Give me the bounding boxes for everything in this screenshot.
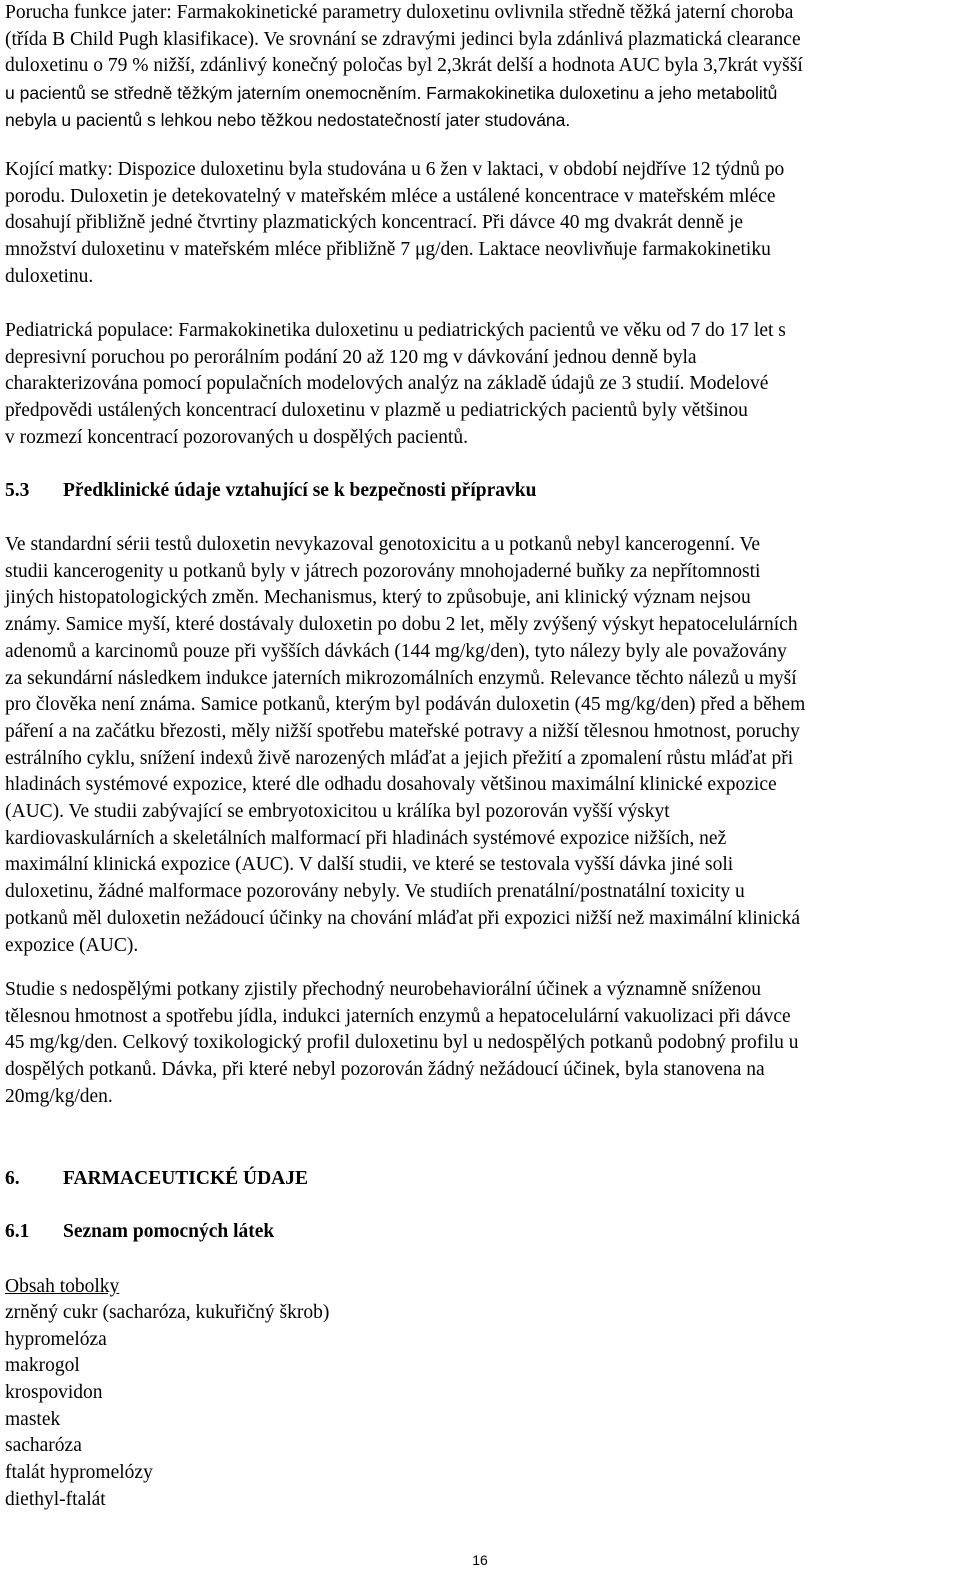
text-line: potkanů měl duloxetin nežádoucí účinky na chování mláďat při expozici nižší než maximální klinická (5, 907, 801, 929)
list-item: diethyl-ftalát (5, 1488, 106, 1510)
section-title: Seznam pomocných látek (63, 1221, 275, 1242)
text-line: dospělých potkanů. Dávka, při které nebyl pozorován žádný nežádoucí účinek, byla stanovena na (5, 1059, 765, 1081)
text-line: Kojící matky: Dispozice duloxetinu byla studována u 6 žen v laktaci, v období nejdříve 12 týdnů po (5, 159, 785, 180)
text-line: (AUC). Ve studii zabývající se embryotoxicitou u králíka byl pozorován vyšší výskyt (5, 801, 670, 823)
text-line: za sekundární následkem indukce jaterních mikrozomálních enzymů. Relevance těchto nálezů u myší (5, 667, 797, 689)
section-6-heading (5, 1166, 308, 1193)
list-item: mastek (5, 1408, 61, 1430)
text-line: Ve standardní sérii testů duloxetin nevykazoval genotoxicitu a u potkanů nebyl kancerogenní. Ve (5, 534, 761, 555)
text-line: kardiovaskulárních a skeletálních malformací při hladinách systémové expozice nižších, než (5, 827, 727, 849)
text-line: jiných histopatologických změn. Mechanismus, který to způsobuje, ani klinický význam nejsou (5, 587, 751, 609)
list-item: hypromelóza (5, 1328, 107, 1350)
list-item: zrněný cukr (sacharóza, kukuřičný škrob) (5, 1302, 330, 1323)
text-line: porodu. Duloxetin je detekovatelný v mateřském mléce a ustálené koncentrace v mateřském mléce (5, 185, 776, 207)
text-line: duloxetinu, žádné malformace pozorovány nebyly. Ve studiích prenatální/postnatální toxicity u (5, 881, 745, 903)
nursing-mothers-paragraph (5, 157, 953, 291)
text-line: hladinách systémové expozice, které dle odhadu dosahovaly většinou maximální klinické expozice (5, 774, 777, 796)
text-line: páření a na začátku březosti, měly nižší spotřebu mateřské potravy a nižší tělesnou hmotnost, poruchy (5, 720, 800, 742)
preclinical-paragraph (5, 532, 953, 959)
text-line: Porucha funkce jater: Farmakokinetické parametry duloxetinu ovlivnila středně těžká jaterní choroba (5, 2, 794, 23)
list-item: krospovidon (5, 1382, 103, 1404)
list-item: sacharóza (5, 1435, 82, 1457)
text-line: maximální klinická expozice (AUC). V další studii, ve které se testovala vyšší dávka jiné soli (5, 854, 734, 876)
text-line: Studie s nedospělými potkany zjistily přechodný neurobehaviorální účinek a významně sníženou (5, 979, 761, 1000)
text-line: tělesnou hmotnost a spotřebu jídla, indukci jaterních enzymů a hepatocelulární vakuolizaci při dávce (5, 1005, 791, 1027)
list-item: makrogol (5, 1355, 80, 1377)
text-line: známy. Samice myší, které dostávaly duloxetin po dobu 2 let, měly zvýšený výskyt hepatocelulárních (5, 614, 798, 636)
text-line: duloxetinu o 79 % nižší, zdánlivý konečný poločas byl 2,3krát delší a hodnota AUC byla 3,7krát vyšší (5, 55, 803, 77)
list-item: ftalát hypromelózy (5, 1462, 153, 1484)
hepatic-impairment-paragraph (5, 0, 953, 134)
section-title: FARMACEUTICKÉ ÚDAJE (63, 1168, 309, 1189)
section-number: 6. (5, 1168, 20, 1189)
text-line: Pediatrická populace: Farmakokinetika duloxetinu u pediatrických pacientů ve věku od 7 do 17 let s (5, 320, 786, 341)
text-line: pro člověka není známa. Samice potkanů, kterým byl podáván duloxetin (45 mg/kg/den) před a během (5, 694, 806, 716)
text-line: depresivní poruchou po perorálním podání 20 až 120 mg v dávkování jednou denně byla (5, 346, 697, 368)
excipient-list (5, 1300, 329, 1514)
text-line: 45 mg/kg/den. Celkový toxikologický profil duloxetinu byl u nedospělých potkanů podobný profilu u (5, 1032, 799, 1054)
text-line: expozice (AUC). (5, 934, 139, 956)
text-line: předpovědi ustálených koncentrací duloxetinu v plazmě u pediatrických pacientů byly většinou (5, 400, 748, 422)
text-line: v rozmezí koncentrací pozorovaných u dospělých pacientů. (5, 426, 468, 448)
section-number: 6.1 (5, 1221, 30, 1242)
section-5-3-heading (5, 478, 536, 505)
juvenile-rats-paragraph (5, 977, 953, 1111)
text-line: (třída B Child Pugh klasifikace). Ve srovnání se zdravými jedinci byla zdánlivá plazmatická clearance (5, 28, 801, 50)
text-line: 20mg/kg/den. (5, 1085, 113, 1107)
section-title: Předklinické údaje vztahující se k bezpečnosti přípravku (63, 480, 537, 501)
text-line: charakterizována pomocí populačních modelových analýz na základě údajů ze 3 studií. Modelové (5, 373, 769, 395)
text-line: množství duloxetinu v mateřském mléce přibližně 7 μg/den. Laktace neovlivňuje farmakokinetiku (5, 239, 771, 261)
text-line: u pacientů se středně těžkým jaterním onemocněním. Farmakokinetika duloxetinu a jeho metabolitů (5, 83, 778, 104)
text-line: estrálního cyklu, snížení indexů živě narozených mláďat a jejich přežití a zpomalení růstu mláďat při (5, 747, 794, 769)
text-line: nebyla u pacientů s lehkou nebo těžkou nedostatečností jater studována. (5, 109, 571, 130)
text-line: duloxetinu. (5, 265, 94, 287)
section-6-1-heading (5, 1219, 274, 1246)
capsule-content-subtitle: Obsah tobolky (5, 1276, 120, 1297)
page-number: 16 (472, 1552, 488, 1568)
text-line: dosahují přibližně jedné čtvrtiny plazmatických koncentrací. Při dávce 40 mg dvakrát denně je (5, 212, 744, 234)
pediatric-population-paragraph (5, 318, 953, 452)
text-line: adenomů a karcinomů pouze při vyšších dávkách (144 mg/kg/den), tyto nálezy byly ale považovány (5, 640, 787, 662)
section-number: 5.3 (5, 480, 30, 501)
text-line: studii kancerogenity u potkanů byly v játrech pozorovány mnohojaderné buňky za nepřítomnosti (5, 560, 761, 582)
